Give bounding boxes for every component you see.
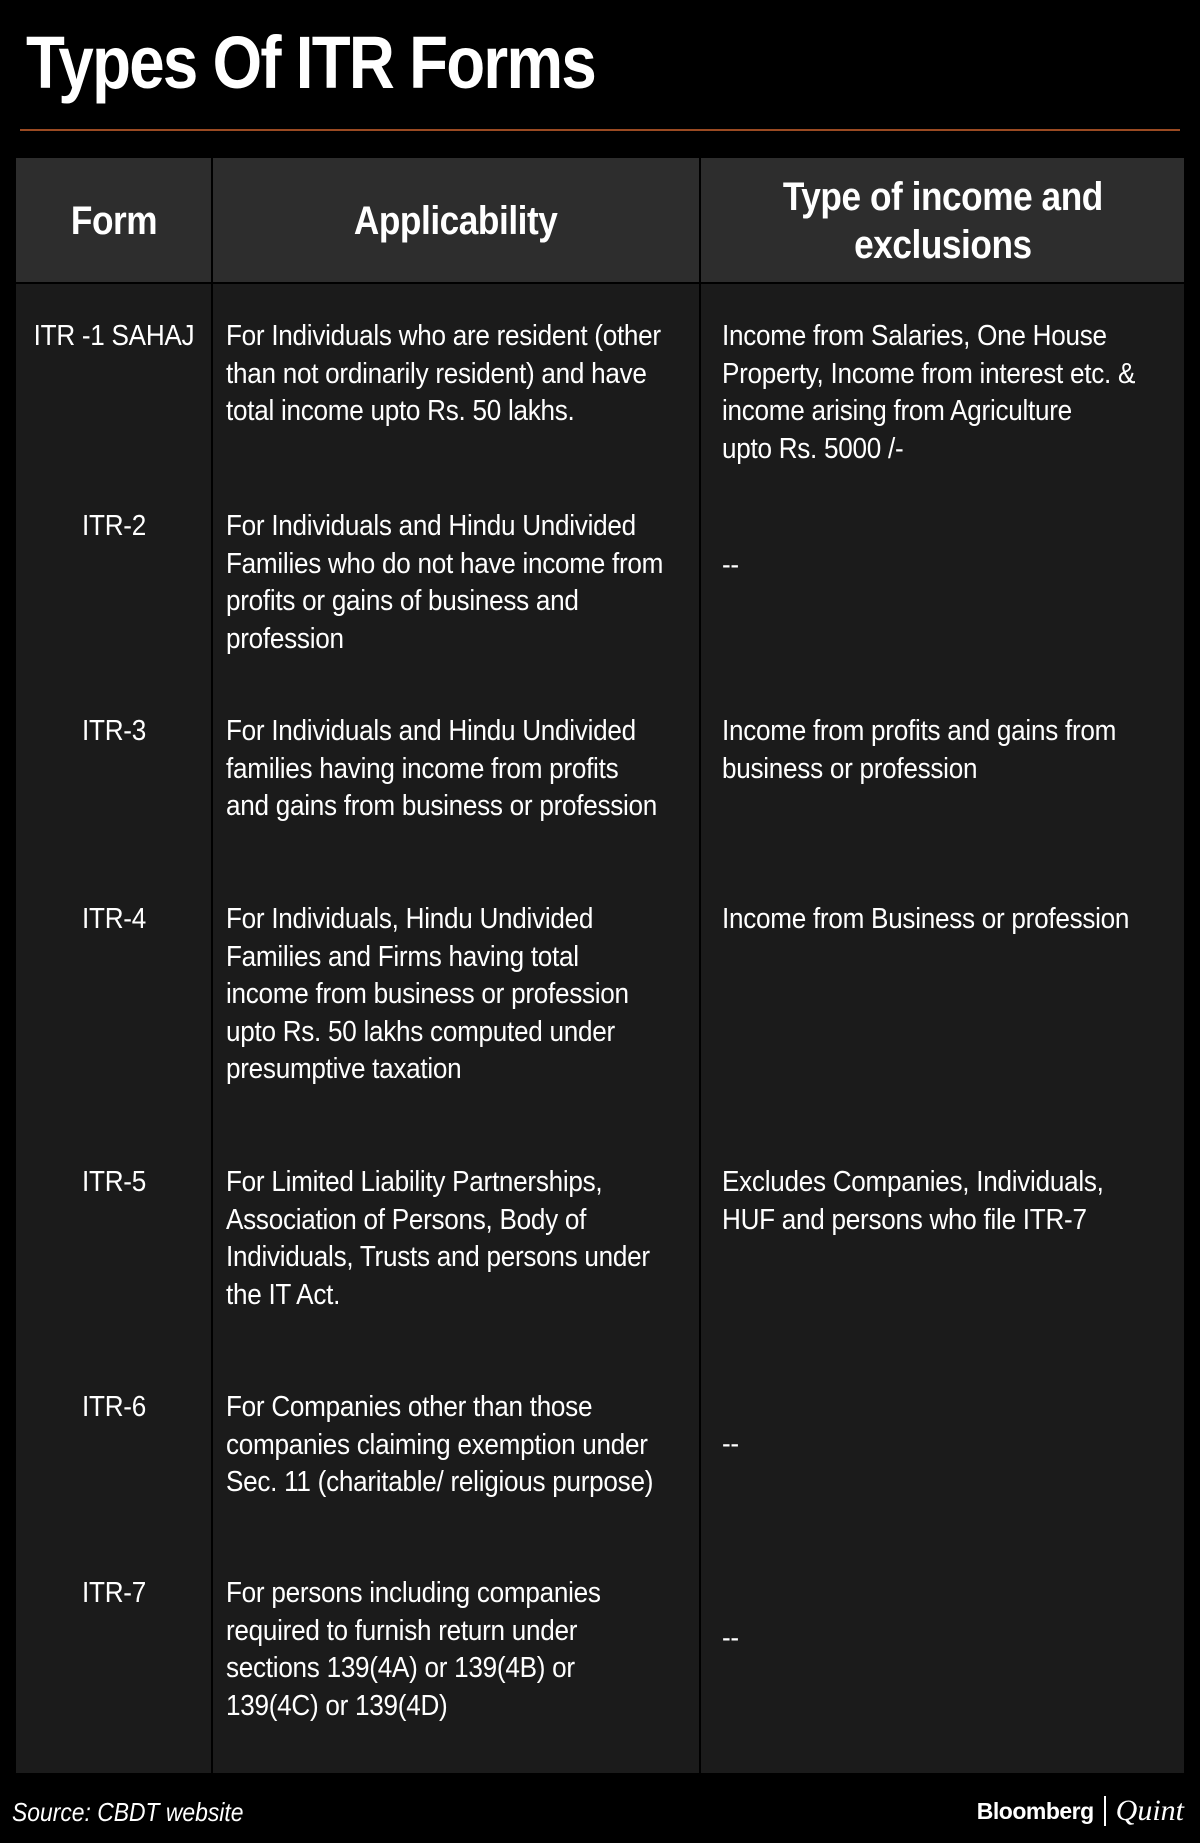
- applicability-cell: For Individuals and Hindu Undivided families having income from profits and gains from business or profession: [226, 715, 658, 822]
- brand-separator: [1104, 1796, 1106, 1826]
- title-divider: [20, 129, 1180, 131]
- form-name: ITR-3: [82, 715, 146, 747]
- form-name: ITR-6: [82, 1391, 146, 1423]
- income-cell: Excludes Companies, Individuals, HUF and persons who file ITR-7: [722, 1166, 1104, 1236]
- applicability-cell: For Companies other than those companies claiming exemption under Sec. 11 (charitable/ religious purpose): [226, 1391, 654, 1498]
- income-cell: --: [722, 1428, 739, 1460]
- column-divider: [699, 158, 701, 1773]
- header-applicability: Applicability: [354, 198, 558, 243]
- income-cell: --: [722, 1622, 739, 1654]
- income-cell: Income from profits and gains from business or profession: [722, 715, 1117, 785]
- income-cell: --: [722, 549, 739, 581]
- page-title: Types Of ITR Forms: [26, 21, 595, 104]
- brand-logo: [977, 1794, 1184, 1828]
- form-name: ITR-4: [82, 903, 146, 935]
- income-cell: Income from Business or profession: [722, 903, 1130, 935]
- source-note: Source: CBDT website: [12, 1797, 244, 1827]
- form-name: ITR-5: [82, 1166, 146, 1198]
- applicability-cell: For Individuals and Hindu Undivided Families who do not have income from profits or gains of business and profession: [226, 510, 664, 655]
- form-name: ITR -1 SAHAJ: [33, 320, 195, 352]
- header-form: Form: [70, 198, 157, 243]
- applicability-cell: For Individuals, Hindu Undivided Families and Firms having total income from business or profession upto Rs. 50 lakhs computed under presumptive taxation: [226, 903, 629, 1085]
- column-divider: [211, 158, 213, 1773]
- applicability-cell: For Individuals who are resident (other than not ordinarily resident) and have total income upto Rs. 50 lakhs.: [226, 320, 661, 427]
- applicability-cell: For persons including companies required to furnish return under sections 139(4A) or 139(4B) or 139(4C) or 139(4D): [226, 1577, 601, 1722]
- income-cell: Income from Salaries, One House Property, Income from interest etc. & income arising from Agriculture upto Rs. 5000 /-: [722, 320, 1136, 465]
- form-name: ITR-2: [82, 510, 146, 542]
- brand-quint: Quint: [1115, 1794, 1184, 1827]
- applicability-cell: For Limited Liability Partnerships, Association of Persons, Body of Individuals, Trusts and persons under the IT Act.: [226, 1166, 650, 1311]
- brand-bloomberg: Bloomberg: [976, 1797, 1094, 1824]
- form-name: ITR-7: [82, 1577, 146, 1609]
- header-income: Type of income and exclusions: [782, 174, 1103, 267]
